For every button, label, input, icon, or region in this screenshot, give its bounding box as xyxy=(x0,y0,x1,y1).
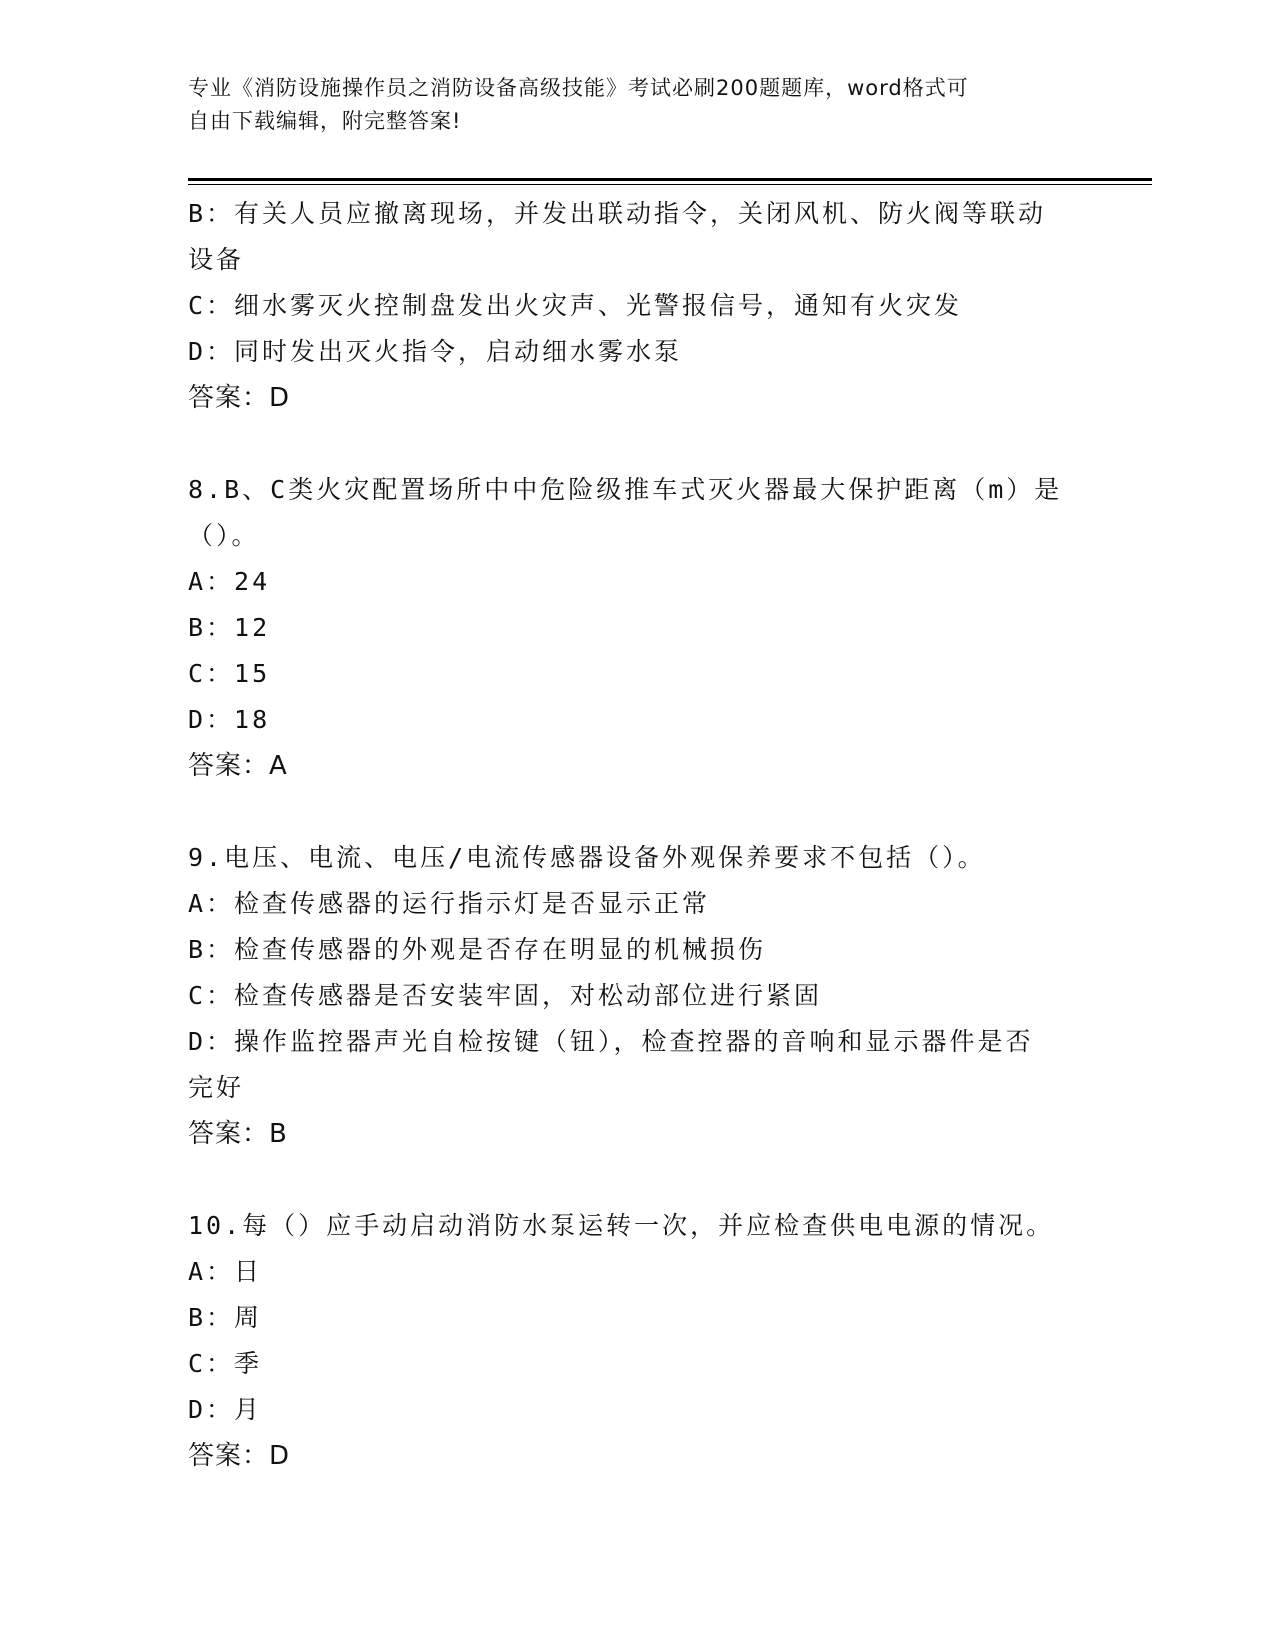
q7-option-b-line-2: 设备 xyxy=(188,245,245,274)
q9-answer: 答案：B xyxy=(188,1119,288,1149)
q8-option-b: B：12 xyxy=(188,613,271,642)
question-10 xyxy=(188,1203,1093,1479)
q8-answer: 答案：A xyxy=(188,751,288,781)
q10-option-a: A：日 xyxy=(188,1257,263,1286)
header-title-line-2: 自由下载编辑，附完整答案! xyxy=(188,109,462,133)
document-header xyxy=(188,72,1088,138)
header-divider-thick xyxy=(188,178,1152,181)
spacer xyxy=(188,1157,1093,1203)
q9-option-b: B：检查传感器的外观是否存在明显的机械损伤 xyxy=(188,935,767,964)
q9-question: 9.电压、电流、电压/电流传感器设备外观保养要求不包括（）。 xyxy=(188,843,986,872)
q10-option-c: C：季 xyxy=(188,1349,263,1378)
header-divider-thin xyxy=(188,184,1152,185)
spacer xyxy=(188,421,1093,467)
question-9 xyxy=(188,835,1093,1157)
spacer xyxy=(188,789,1093,835)
q8-question-line-2: （）。 xyxy=(188,521,260,550)
question-list xyxy=(188,191,1093,1479)
q7-answer: 答案：D xyxy=(188,383,291,413)
question-7-continued xyxy=(188,191,1093,421)
q10-option-b: B：周 xyxy=(188,1303,263,1332)
q10-answer: 答案：D xyxy=(188,1441,291,1471)
q8-option-c: C：15 xyxy=(188,659,271,688)
header-title-line-1: 专业《消防设施操作员之消防设备高级技能》考试必刷200题题库，word格式可 xyxy=(188,76,969,100)
q7-option-d: D：同时发出灭火指令，启动细水雾水泵 xyxy=(188,337,683,366)
q8-option-a: A：24 xyxy=(188,567,271,596)
q10-option-d: D：月 xyxy=(188,1395,263,1424)
q9-option-a: A：检查传感器的运行指示灯是否显示正常 xyxy=(188,889,711,918)
question-8 xyxy=(188,467,1093,789)
q9-option-d-line-1: D：操作监控器声光自检按键（钮），检查控器的音响和显示器件是否 xyxy=(188,1027,1034,1056)
q7-option-c: C：细水雾灭火控制盘发出火灾声、光警报信号，通知有火灾发 xyxy=(188,291,963,320)
q7-option-b-line-1: B：有关人员应撤离现场，并发出联动指令，关闭风机、防火阀等联动 xyxy=(188,199,1047,228)
q10-question: 10.每（）应手动启动消防水泵运转一次，并应检查供电电源的情况。 xyxy=(188,1211,1055,1240)
q9-option-c: C：检查传感器是否安装牢固，对松动部位进行紧固 xyxy=(188,981,823,1010)
q8-question-line-1: 8.B、C类火灾配置场所中中危险级推车式灭火器最大保护距离（m）是 xyxy=(188,475,1063,504)
q9-option-d-line-2: 完好 xyxy=(188,1073,245,1102)
q8-option-d: D：18 xyxy=(188,705,271,734)
